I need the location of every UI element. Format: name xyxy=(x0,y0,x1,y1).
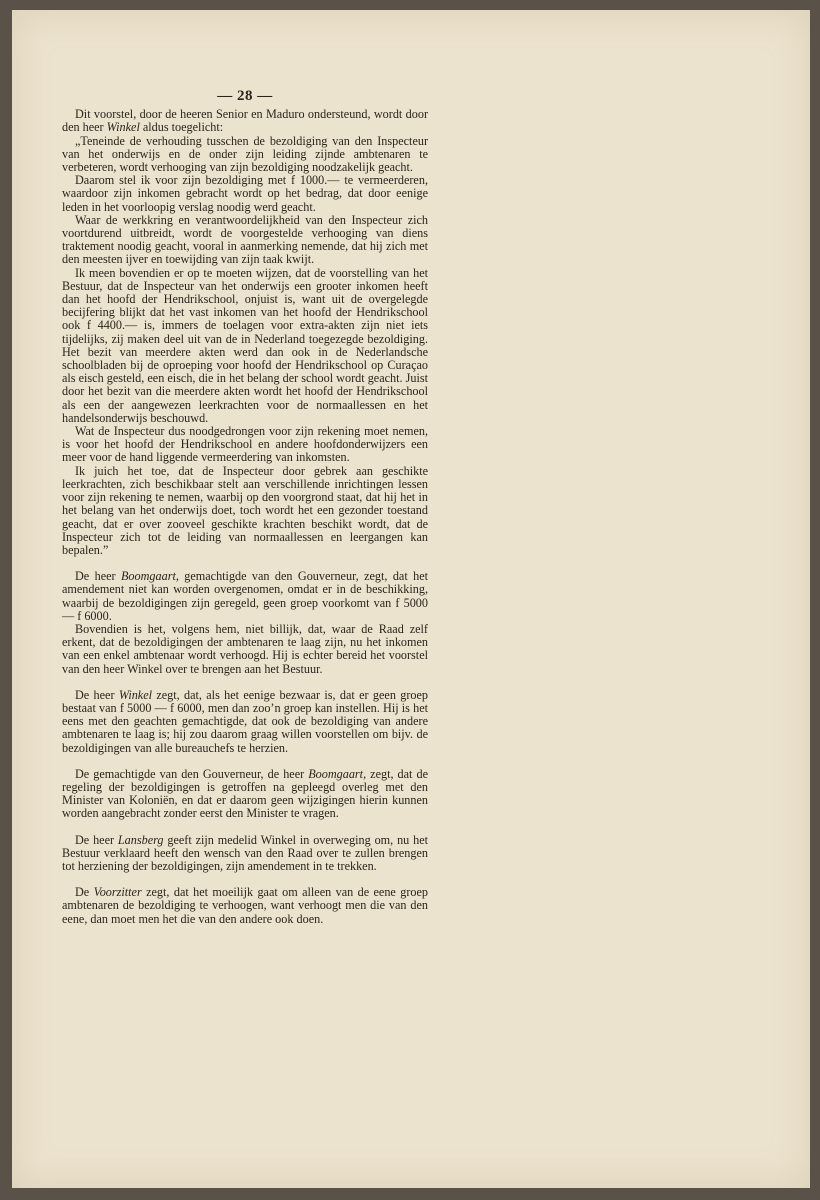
paragraph xyxy=(62,834,428,874)
paragraph xyxy=(62,570,428,623)
paragraph-text: zegt, dat het moeilijk gaat om alleen van de eene groep ambtenaren de bezoldiging te verhoogen, want verhoogt men die van den eene, dan moet men het die van den andere ook doen. xyxy=(62,885,428,926)
speaker-name: Lansberg xyxy=(117,832,164,847)
paragraph xyxy=(62,425,428,465)
paragraph-text: Wat de Inspecteur dus noodgedrongen voor zijn rekening moet nemen, is voor het hoofd der Hendrikschool en andere hoofdonderwijzers een meer voor de hand liggende vermeerdering van inkomsten. xyxy=(62,424,428,465)
paragraph-text: Ik juich het toe, dat de Inspecteur door gebrek aan geschikte leerkrachten, zich beschikbaar stelt aan verschillende inrichtingen lessen voor zijn rekening te nemen, waarbij op den voorgrond staat, dat hij het in het belang van het onderwijs doet, toch wordt het een gezonder toestand geacht, dat er over zooveel geschikte krachten beschikt wordt, dat de Inspecteur zich tot de leiding van normaallessen en leergangen kan bepalen.” xyxy=(62,463,428,557)
paragraph-text: Dit voorstel, door de heeren Senior en Maduro ondersteund, wordt door den heer xyxy=(62,107,428,135)
speaker-name: Winkel xyxy=(118,687,153,702)
paragraph-text: De heer xyxy=(75,687,119,702)
paragraph-text: „Teneinde de verhouding tusschen de bezoldiging van den Inspecteur van het onderwijs en de onder zijn leiding zijnde ambtenaren te verbeteren, wordt verhooging van zijn bezoldiging noodzakelijk geacht. xyxy=(62,133,428,175)
paragraph-text: aldus toegelicht: xyxy=(139,120,224,135)
paragraph xyxy=(62,886,428,926)
paragraph-text: De heer xyxy=(75,832,118,847)
paragraph-text: gemachtigde van den Gouverneur, zegt, dat het amendement niet kan worden overgenomen, omdat er in de beschikking, waarbij de bezoldigingen zijn geregeld, geen groep voorkomt van f 5000 — f 6000. xyxy=(62,569,428,623)
speaker-name: Boomgaart, xyxy=(120,569,179,584)
paragraph xyxy=(62,689,428,755)
page-content xyxy=(62,90,428,926)
paragraph xyxy=(62,768,428,821)
paragraph xyxy=(62,465,428,557)
paragraph-text: Bovendien is het, volgens hem, niet billijk, dat, waar de Raad zelf erkent, dat de bezoldigingen der ambtenaren te laag zijn, nu het inkomen van een enkel ambtenaar wordt verhoogd. Hij is echter bereid het voorstel van den heer Winkel over te brengen aan het Bestuur. xyxy=(62,621,428,676)
paragraph-text: Daarom stel ik voor zijn bezoldiging met f 1000.— te vermeerderen, waardoor zijn inkomen gebracht wordt op het bedrag, dat door eenige leden in het voorloopig verslag noodig werd geacht. xyxy=(62,173,428,214)
paragraph xyxy=(62,623,428,676)
page-number: — 28 — xyxy=(217,88,273,104)
paragraph-text: geeft zijn medelid Winkel in overweging om, nu het Bestuur verklaard heeft den wensch van den Raad over te zullen brengen tot herziening der bezoldigingen, zijn amendement in te trekken. xyxy=(62,832,429,873)
paragraph xyxy=(62,108,428,134)
document-page xyxy=(12,10,810,1188)
paragraph xyxy=(62,135,428,175)
speaker-name: Boomgaart, xyxy=(308,766,367,781)
paragraph-text: Ik meen bovendien er op te moeten wijzen, dat de voorstelling van het Bestuur, dat de Inspecteur van het onderwijs een grooter inkomen heeft dan het hoofd der Hendrikschool, onjuist is, want uit de overgelegde becijfering blijkt dat het vast inkomen van het hoofd der Hendrikschool ook f 4400.— is, immers de toelagen voor extra-akten zijn niet iets tijdelijks, zij maken deel uit van de in Nederland toegezegde bezoldiging. Het bezit van meerdere akten werd dan ook in de Nederlandsche schoolbladen bij de oproeping voor hoofd der Hendrikschool op Curaçao als eisch gesteld, een eisch, die in het belang der school wordt geacht. Juist door het bezit van die meerdere akten wordt het hoofd der Hendrikschool als een der aangewezen leerkrachten voor de normaallessen en het handelsonderwijs beschouwd. xyxy=(62,265,428,425)
paragraph-text: zegt, dat de regeling der bezoldigingen is getroffen na gepleegd overleg met den Minister van Koloniën, en dat er daarom geen wijzigingen hierin kunnen worden aangebracht zonder eerst den Minister te vragen. xyxy=(62,766,428,821)
paragraph-text: De gemachtigde van den Gouverneur, de heer xyxy=(75,766,309,781)
paragraph xyxy=(62,267,428,425)
paragraph xyxy=(62,174,428,214)
paragraph-text: zegt, dat, als het eenige bezwaar is, dat er geen groep bestaat van f 5000 — f 6000, men dan zoo’n groep kan instellen. Hij is het eens met den geachten gemachtigde, dat ook de bezoldiging van andere ambtenaren te laag is; hij zou daarom graag willen voorstellen om bijv. de bezoldigingen van alle bureauchefs te herzien. xyxy=(62,687,428,755)
speaker-name: Winkel xyxy=(106,120,140,135)
speaker-name: Voorzitter xyxy=(93,885,142,900)
paragraph-text: Waar de werkkring en verantwoordelijkheid van den Inspecteur zich voortdurend uitbreidt, wordt de voorgestelde verhooging van diens traktement noodig geacht, vooral in aanmerking nemende, dat hij zich met den meesten ijver en toewijding van zijn taak kwijt. xyxy=(62,212,428,267)
paragraph-text: De xyxy=(75,885,94,900)
paragraph-text: De heer xyxy=(75,569,121,584)
body-text xyxy=(62,108,428,926)
paragraph xyxy=(62,214,428,267)
